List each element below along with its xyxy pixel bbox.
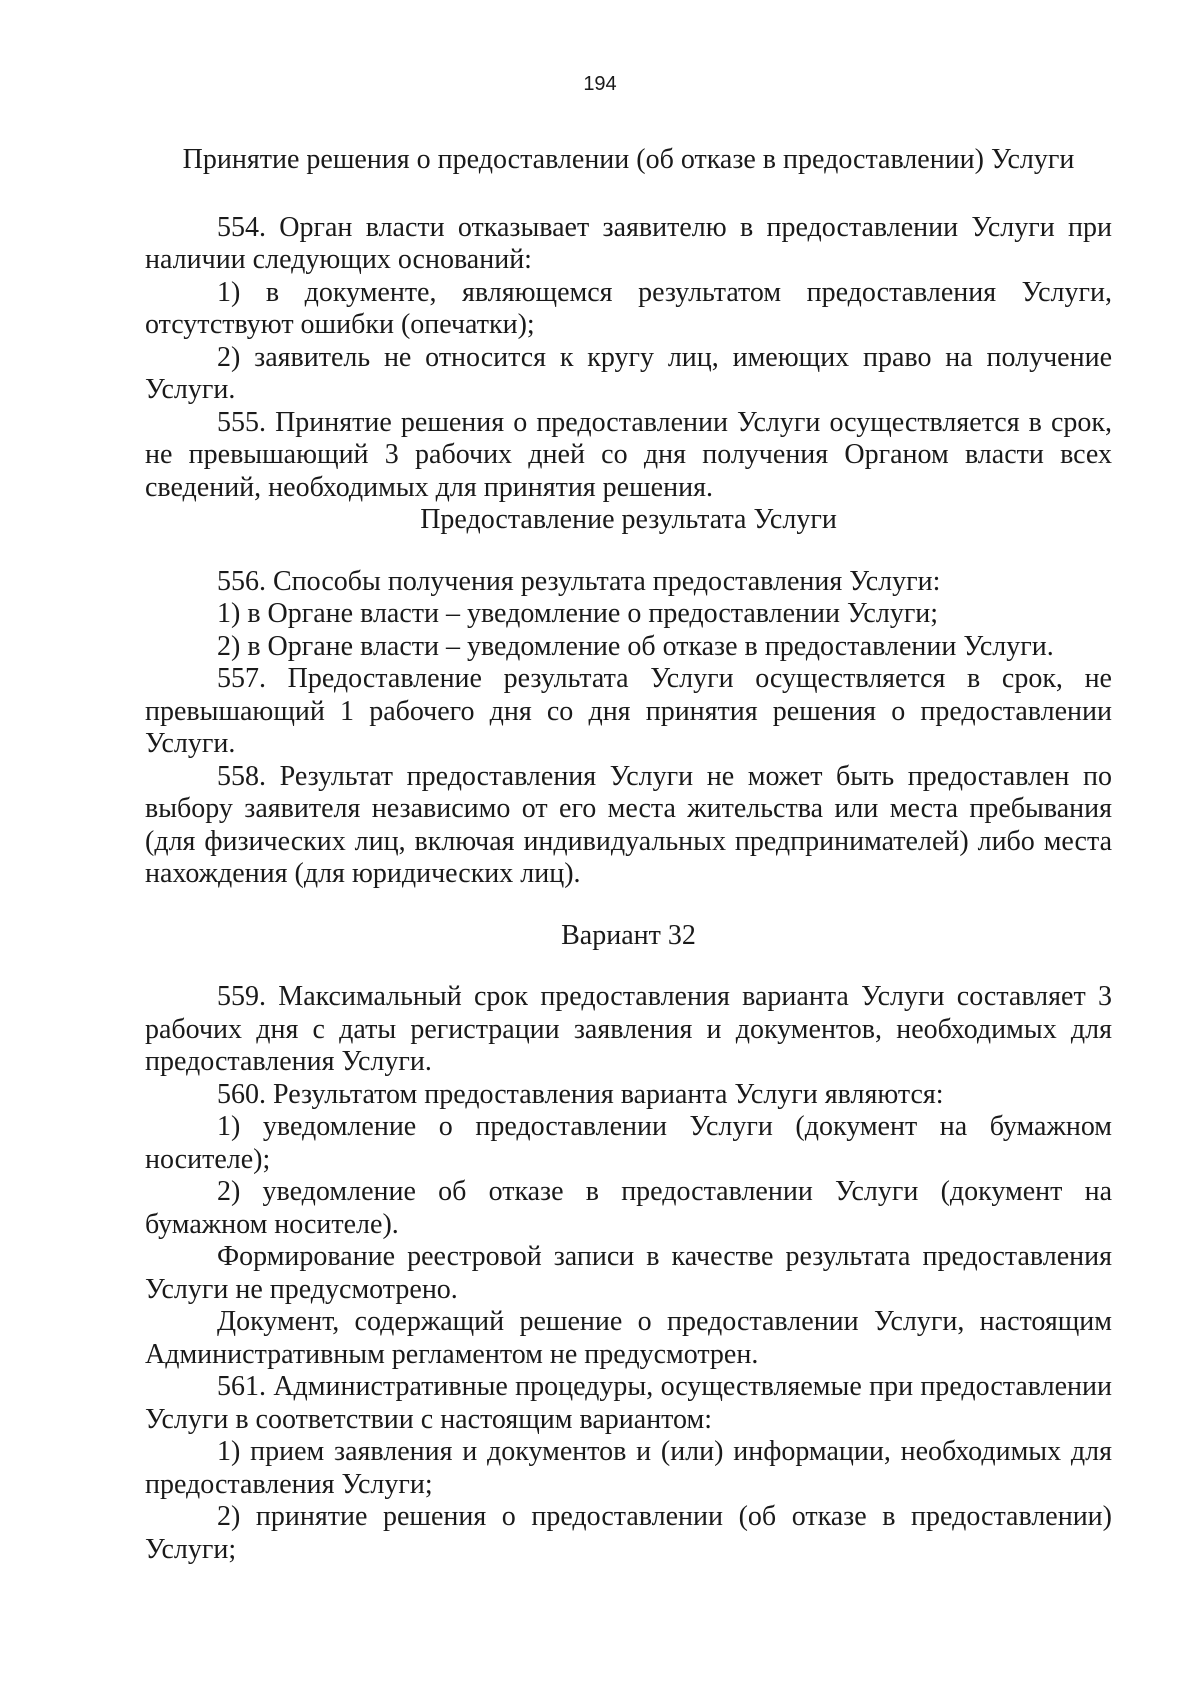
paragraph-560-document: Документ, содержащий решение о предоставлении Услуги, настоящим Административным регламентом не предусмотрен. xyxy=(145,1306,1112,1370)
paragraph-561: 561. Административные процедуры, осуществляемые при предоставлении Услуги в соответствии с настоящим вариантом: xyxy=(145,1371,1112,1435)
paragraph-560-item-1: 1) уведомление о предоставлении Услуги (документ на бумажном носителе); xyxy=(145,1111,1112,1175)
paragraph-554-item-1: 1) в документе, являющемся результатом предоставления Услуги, отсутствуют ошибки (опечатки); xyxy=(145,276,1112,340)
variant-heading: Вариант 32 xyxy=(561,919,696,951)
section-heading: Принятие решения о предоставлении (об отказе в предоставлении) Услуги xyxy=(182,144,1075,175)
paragraph-560-registry: Формирование реестровой записи в качестве результата предоставления Услуги не предусмотрено. xyxy=(145,1241,1112,1305)
paragraph-559: 559. Максимальный срок предоставления варианта Услуги составляет 3 рабочих дня с даты регистрации заявления и документов, необходимых для предоставления Услуги. xyxy=(145,981,1112,1077)
paragraph-557: 557. Предоставление результата Услуги осуществляется в срок, не превышающий 1 рабочего дня со дня принятия решения о предоставлении Услуги. xyxy=(145,663,1112,759)
result-heading: Предоставление результата Услуги xyxy=(420,504,837,535)
page-number: 194 xyxy=(583,73,617,95)
paragraph-560: 560. Результатом предоставления варианта Услуги являются: xyxy=(217,1078,944,1110)
paragraph-556-item-1: 1) в Органе власти – уведомление о предоставлении Услуги; xyxy=(217,598,939,629)
paragraph-554-item-2: 2) заявитель не относится к кругу лиц, имеющих право на получение Услуги. xyxy=(145,341,1112,405)
paragraph-561-item-1: 1) прием заявления и документов и (или) информации, необходимых для предоставления Услуги; xyxy=(145,1436,1112,1500)
paragraph-555: 555. Принятие решения о предоставлении Услуги осуществляется в срок, не превышающий 3 рабочих дней со дня получения Органом власти всех сведений, необходимых для принятия решения. xyxy=(145,406,1112,503)
paragraph-558: 558. Результат предоставления Услуги не может быть предоставлен по выбору заявителя независимо от его места жительства или места пребывания (для физических лиц, включая индивидуальных предпринимателей) либо места нахождения (для юридических лиц). xyxy=(145,760,1112,889)
document-body xyxy=(145,144,1112,1566)
paragraph-554: 554. Орган власти отказывает заявителю в предоставлении Услуги при наличии следующих оснований: xyxy=(145,211,1112,275)
paragraph-560-item-2: 2) уведомление об отказе в предоставлении Услуги (документ на бумажном носителе). xyxy=(145,1176,1112,1240)
paragraph-556: 556. Способы получения результата предоставления Услуги: xyxy=(217,565,941,597)
paragraph-561-item-2: 2) принятие решения о предоставлении (об отказе в предоставлении) Услуги; xyxy=(145,1501,1112,1565)
paragraph-556-item-2: 2) в Органе власти – уведомление об отказе в предоставлении Услуги. xyxy=(217,630,1054,662)
